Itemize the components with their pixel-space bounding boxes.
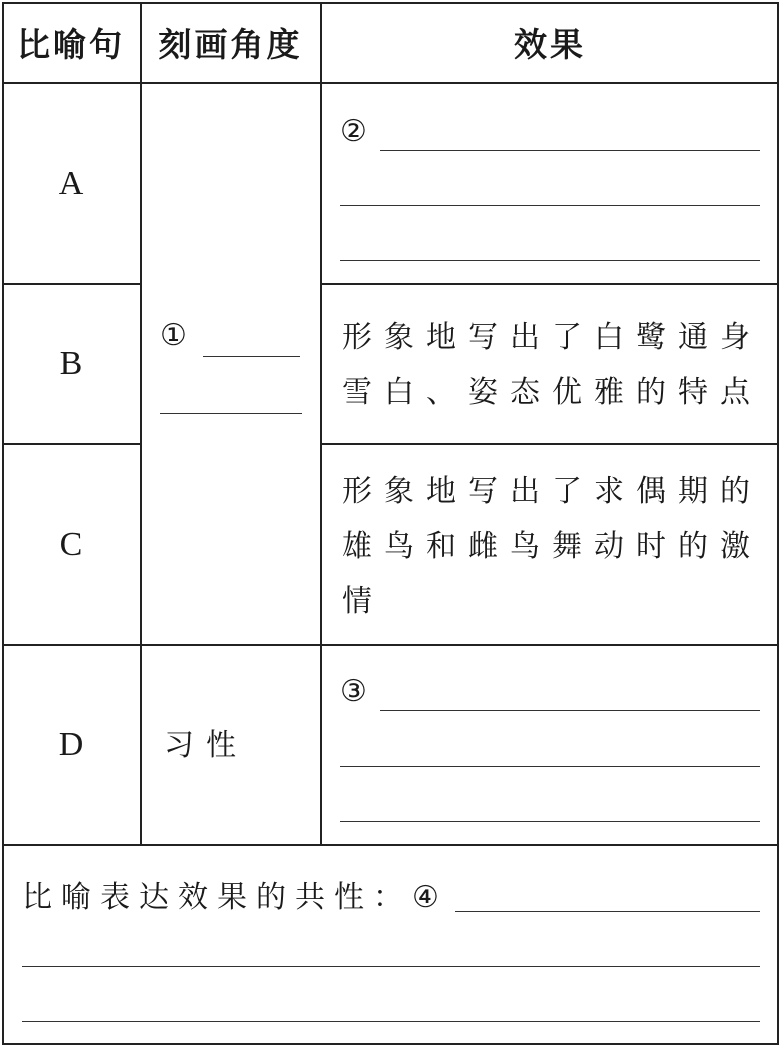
blank-marker-1: ① xyxy=(160,318,187,353)
summary-divider xyxy=(2,844,779,846)
row-divider-b-c-right xyxy=(320,443,779,445)
answer-blank-2b[interactable] xyxy=(340,205,760,206)
row-label-b: B xyxy=(59,345,83,382)
blank-marker-4: ④ xyxy=(412,880,448,915)
header-simile: 比喻句 xyxy=(17,24,125,64)
answer-blank-1a[interactable] xyxy=(203,356,300,357)
row-label-d: D xyxy=(58,726,84,763)
answer-blank-2c[interactable] xyxy=(340,260,760,261)
answer-blank-4b[interactable] xyxy=(22,966,760,967)
effect-c-text: 形象地写出了求偶期的雄鸟和雌鸟舞动时的激情 xyxy=(342,474,762,619)
column-divider-2 xyxy=(320,2,322,845)
summary-label xyxy=(22,872,448,916)
answer-blank-1b[interactable] xyxy=(160,413,302,414)
blank-marker-3: ③ xyxy=(340,674,367,709)
answer-blank-4c[interactable] xyxy=(22,1021,760,1022)
header-effect: 效果 xyxy=(514,24,586,64)
answer-blank-3c[interactable] xyxy=(340,821,760,822)
effect-b-text: 形象地写出了白鹭通身雪白、姿态优雅的特点 xyxy=(342,320,762,410)
answer-blank-3a[interactable] xyxy=(380,710,760,711)
row-label-a: A xyxy=(58,164,84,202)
blank-marker-2: ② xyxy=(340,114,367,149)
row-label-c: C xyxy=(59,525,83,563)
answer-blank-3b[interactable] xyxy=(340,766,760,767)
answer-blank-4a[interactable] xyxy=(455,911,760,912)
summary-label-text: 比喻表达效果的共性： xyxy=(22,880,412,915)
header-angle: 刻画角度 xyxy=(158,24,303,64)
angle-d: 习性 xyxy=(164,727,248,763)
row-divider-a-b-right xyxy=(320,283,779,285)
answer-blank-2a[interactable] xyxy=(380,150,760,151)
